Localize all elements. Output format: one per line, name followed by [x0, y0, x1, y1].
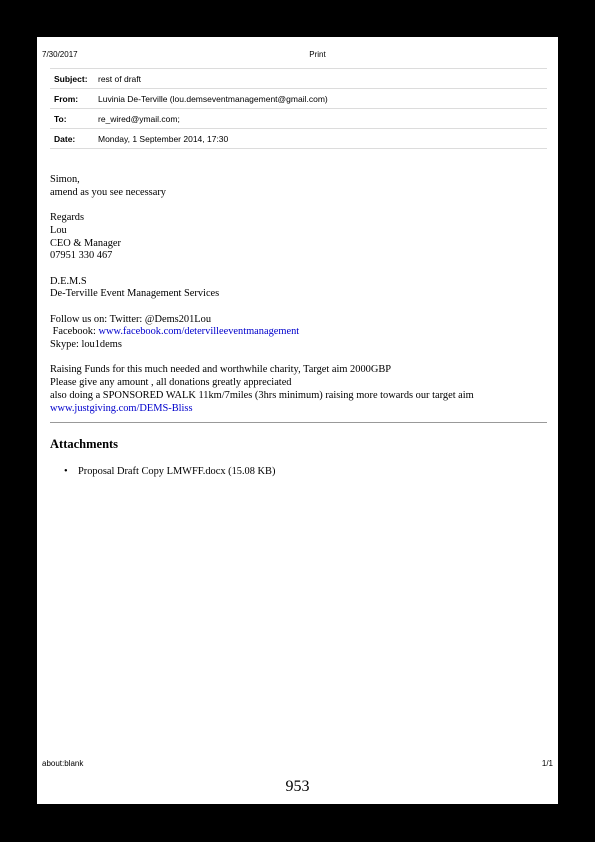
greeting: Simon, — [50, 174, 80, 185]
print-footer-url: about:blank — [42, 759, 84, 768]
org-full: De-Terville Event Management Services — [50, 288, 220, 300]
to-value: re_wired@ymail.com; — [98, 113, 180, 124]
bullet-icon: • — [64, 466, 68, 477]
date-label: Date: — [54, 133, 76, 144]
to-label: To: — [54, 113, 67, 124]
greeting-block — [50, 174, 550, 199]
attachments-list — [64, 466, 275, 477]
facebook-link[interactable]: www.facebook.com/detervilleeventmanagement — [98, 326, 300, 338]
date-row — [50, 129, 547, 149]
from-row — [50, 89, 547, 109]
subject-value: rest of draft — [98, 73, 141, 84]
skype-line: Skype: lou1dems — [50, 339, 122, 351]
fund-line-3: also doing a SPONSORED WALK 11km/7miles (3hrs minimum) raising more towards our target aim — [50, 389, 474, 401]
facebook-label: Facebook: — [50, 326, 99, 338]
social-block — [50, 314, 550, 352]
fund-line-1: Raising Funds for this much needed and worthwhile charity, Target aim 2000GBP — [50, 364, 392, 376]
page-number: 953 — [285, 778, 310, 795]
attachment-item[interactable] — [64, 466, 275, 477]
from-value: Luvinia De-Terville (lou.demseventmanagement@gmail.com) — [98, 93, 328, 104]
twitter-line: Follow us on: Twitter: @Dems201Lou — [50, 313, 212, 325]
justgiving-link[interactable]: www.justgiving.com/DEMS-Bliss — [50, 402, 193, 414]
print-date: 7/30/2017 — [42, 50, 78, 59]
to-row — [50, 109, 547, 129]
print-footer-page: 1/1 — [541, 759, 553, 768]
sender-name: Lou — [50, 224, 67, 236]
printed-page — [37, 37, 558, 804]
from-label: From: — [54, 93, 79, 104]
organization-block — [50, 276, 550, 301]
attachment-filename: Proposal Draft Copy LMWFF.docx (15.08 KB) — [78, 466, 276, 477]
email-body — [50, 174, 550, 428]
subject-row — [50, 69, 547, 89]
regards: Regards — [50, 212, 85, 224]
fund-line-2: Please give any amount , all donations greatly appreciated — [50, 377, 292, 389]
print-title: Print — [309, 50, 326, 59]
sender-phone: 07951 330 467 — [50, 250, 113, 262]
attachments-title: Attachments — [50, 437, 119, 451]
org-short: D.E.M.S — [50, 275, 87, 287]
signature-block — [50, 212, 550, 263]
sender-role: CEO & Manager — [50, 237, 121, 249]
subject-label: Subject: — [54, 73, 88, 84]
email-header-table — [50, 68, 547, 149]
body-line: amend as you see necessary — [50, 186, 166, 198]
date-value: Monday, 1 September 2014, 17:30 — [98, 133, 229, 144]
fundraising-block — [50, 364, 550, 415]
divider — [50, 422, 547, 423]
